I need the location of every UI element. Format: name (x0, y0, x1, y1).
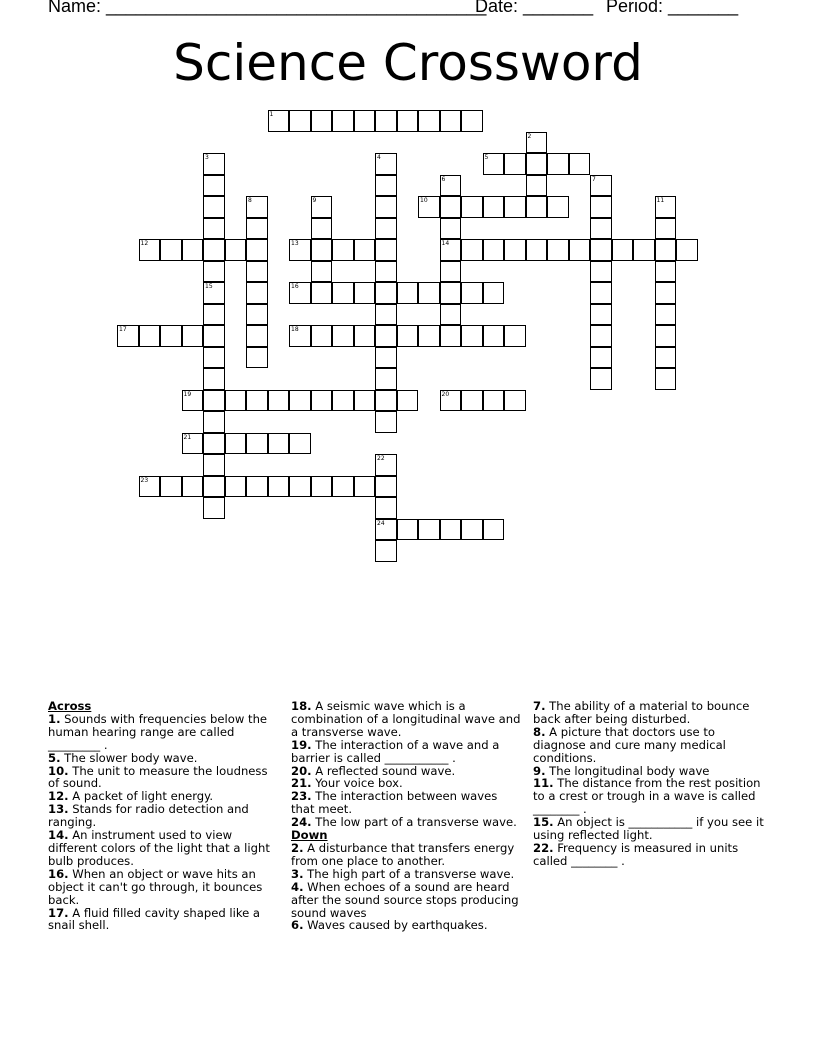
grid-cell[interactable] (203, 454, 225, 476)
clue-number: 20 (441, 390, 450, 398)
grid-cell[interactable] (526, 153, 548, 175)
grid-cell[interactable] (375, 110, 397, 132)
grid-cell[interactable] (655, 196, 677, 218)
clue-number: 21 (183, 433, 192, 441)
grid-cell[interactable] (375, 540, 397, 562)
clue-down-8: 8. A picture that doctors use to diagnose and cure many medical conditions. (533, 724, 726, 765)
clue-down-2: 2. A disturbance that transfers energy from one place to another. (291, 840, 515, 868)
grid-cell[interactable] (590, 261, 612, 283)
clues-column-2 (291, 700, 523, 932)
clue-across-13: 13. Stands for radio detection and ranging. (48, 802, 249, 830)
grid-cell[interactable] (461, 390, 483, 412)
clue-across-14: 14. An instrument used to view different colors of the light that a light bulb produces. (48, 828, 270, 868)
grid-cell[interactable] (504, 325, 526, 347)
grid-cell[interactable] (547, 153, 569, 175)
clue-across-10: 10. The unit to measure the loudness of sound. (48, 763, 268, 791)
grid-cell[interactable] (504, 153, 526, 175)
grid-cell[interactable] (289, 476, 311, 498)
grid-cell[interactable] (139, 325, 161, 347)
clues-column-1 (48, 700, 280, 932)
clue-number: 22 (377, 455, 385, 462)
grid-cell[interactable] (332, 282, 354, 304)
grid-cell[interactable] (311, 110, 333, 132)
grid-cell[interactable] (139, 476, 161, 498)
grid-cell[interactable] (182, 433, 204, 455)
grid-cell[interactable] (612, 239, 634, 261)
grid-cell[interactable] (289, 282, 311, 304)
clue-number: 18 (291, 326, 299, 333)
grid-cell[interactable] (246, 261, 268, 283)
clue-down-3: 3. The high part of a transverse wave. (291, 866, 515, 881)
grid-cell[interactable] (203, 153, 225, 175)
grid-cell[interactable] (461, 325, 483, 347)
grid-cell[interactable] (375, 196, 397, 218)
grid-cell[interactable] (655, 261, 677, 283)
grid-cell[interactable] (117, 325, 139, 347)
grid-cell[interactable] (203, 390, 225, 412)
date-field[interactable]: Date: _______ (475, 0, 594, 16)
grid-cell[interactable] (440, 519, 462, 541)
grid-cell[interactable] (311, 282, 333, 304)
clue-number: 15 (205, 283, 213, 290)
clue-across-23: 23. The interaction between waves that meet. (291, 789, 498, 817)
grid-cell[interactable] (375, 497, 397, 519)
clue-across-12: 12. A packet of light energy. (48, 789, 214, 804)
clue-number: 7 (592, 175, 596, 183)
grid-cell[interactable] (203, 239, 225, 261)
grid-cell[interactable] (160, 325, 182, 347)
grid-cell[interactable] (440, 325, 462, 347)
grid-cell[interactable] (590, 347, 612, 369)
grid-cell[interactable] (203, 368, 225, 390)
grid-cell[interactable] (332, 325, 354, 347)
clue-down-7: 7. The ability of a material to bounce back after being disturbed. (533, 699, 750, 726)
grid-cell[interactable] (182, 325, 204, 347)
grid-cell[interactable] (397, 110, 419, 132)
grid-cell[interactable] (225, 476, 247, 498)
grid-cell[interactable] (590, 196, 612, 218)
grid-cell[interactable] (311, 196, 333, 218)
clue-number: 1 (269, 111, 274, 118)
grid-cell[interactable] (354, 325, 376, 347)
clue-down-4: 4. When echoes of a sound are heard after the sound source stops producing sound waves (291, 879, 519, 920)
grid-cell[interactable] (483, 196, 505, 218)
grid-cell[interactable] (289, 110, 311, 132)
grid-cell[interactable] (203, 218, 225, 240)
grid-cell[interactable] (526, 132, 548, 154)
grid-cell[interactable] (397, 282, 419, 304)
grid-cell[interactable] (203, 261, 225, 283)
clue-across-1: 1. Sounds with frequencies below the human hearing range are called _________ . (48, 711, 268, 752)
clue-number: 3 (205, 154, 209, 161)
grid-cell[interactable] (332, 476, 354, 498)
grid-cell[interactable] (440, 304, 462, 326)
clue-number: 2 (527, 132, 532, 140)
grid-cell[interactable] (160, 239, 182, 261)
clue-number: 9 (312, 197, 317, 204)
grid-cell[interactable] (311, 218, 333, 240)
grid-cell[interactable] (289, 239, 311, 261)
period-field[interactable]: Period: _______ (606, 0, 739, 16)
grid-cell[interactable] (203, 476, 225, 498)
grid-cell[interactable] (354, 390, 376, 412)
grid-cell[interactable] (375, 282, 397, 304)
grid-cell[interactable] (354, 239, 376, 261)
grid-cell[interactable] (655, 304, 677, 326)
grid-cell[interactable] (289, 433, 311, 455)
clue-down-22: 22. Frequency is measured in units called ________ . (533, 840, 739, 868)
grid-cell[interactable] (504, 239, 526, 261)
clue-number: 11 (656, 197, 665, 204)
grid-cell[interactable] (311, 390, 333, 412)
grid-cell[interactable] (203, 175, 225, 197)
grid-cell[interactable] (547, 239, 569, 261)
grid-cell[interactable] (590, 325, 612, 347)
grid-cell[interactable] (375, 411, 397, 433)
grid-cell[interactable] (397, 390, 419, 412)
clue-number: 5 (484, 154, 489, 161)
grid-cell[interactable] (182, 390, 204, 412)
grid-cell[interactable] (268, 110, 290, 132)
clue-across-20: 20. A reflected sound wave. (291, 763, 456, 778)
grid-cell[interactable] (246, 304, 268, 326)
grid-cell[interactable] (483, 325, 505, 347)
grid-cell[interactable] (160, 476, 182, 498)
clue-number: 8 (248, 197, 252, 204)
grid-cell[interactable] (268, 390, 290, 412)
grid-cell[interactable] (418, 110, 440, 132)
clue-down-6: 6. Waves caused by earthquakes. (291, 918, 488, 933)
grid-cell[interactable] (375, 519, 397, 541)
grid-cell[interactable] (375, 454, 397, 476)
grid-cell[interactable] (246, 282, 268, 304)
clue-across-19: 19. The interaction of a wave and a barrier is called ___________ . (291, 737, 500, 765)
clue-number: 10 (420, 197, 428, 204)
clue-across-24: 24. The low part of a transverse wave. (291, 815, 517, 830)
grid-cell[interactable] (332, 390, 354, 412)
clue-across-16: 16. When an object or wave hits an object it can't go through, it bounces back. (48, 866, 263, 907)
grid-cell[interactable] (225, 239, 247, 261)
grid-cell[interactable] (547, 196, 569, 218)
grid-cell[interactable] (483, 390, 505, 412)
grid-cell[interactable] (246, 390, 268, 412)
grid-cell[interactable] (203, 304, 225, 326)
grid-cell[interactable] (375, 304, 397, 326)
grid-cell[interactable] (203, 433, 225, 455)
grid-cell[interactable] (418, 325, 440, 347)
grid-cell[interactable] (289, 325, 311, 347)
clue-down-11: 11. The distance from the rest position to a crest or trough in a wave is called ________ . (533, 776, 761, 817)
grid-cell[interactable] (246, 239, 268, 261)
grid-cell[interactable] (203, 196, 225, 218)
clues-column-3 (533, 700, 765, 868)
grid-cell[interactable] (375, 239, 397, 261)
grid-cell[interactable] (440, 175, 462, 197)
grid-cell[interactable] (461, 110, 483, 132)
down-heading: Down (291, 828, 328, 843)
grid-cell[interactable] (311, 476, 333, 498)
grid-cell[interactable] (375, 368, 397, 390)
grid-cell[interactable] (504, 390, 526, 412)
name-field[interactable]: Name: ______________________________________ (48, 0, 487, 16)
page-title: Science Crossword (173, 34, 643, 92)
grid-cell[interactable] (590, 368, 612, 390)
grid-cell[interactable] (203, 411, 225, 433)
clue-number: 6 (441, 175, 446, 183)
clue-number: 24 (377, 519, 385, 527)
clue-across-21: 21. Your voice box. (291, 776, 403, 791)
grid-cell[interactable] (569, 153, 591, 175)
grid-cell[interactable] (375, 325, 397, 347)
grid-cell[interactable] (268, 433, 290, 455)
grid-cell[interactable] (246, 218, 268, 240)
clue-number: 13 (291, 240, 299, 247)
grid-cell[interactable] (397, 325, 419, 347)
grid-cell[interactable] (440, 110, 462, 132)
grid-cell[interactable] (332, 110, 354, 132)
grid-cell[interactable] (418, 196, 440, 218)
clue-number: 4 (377, 154, 381, 161)
clue-across-17: 17. A fluid filled cavity shaped like a snail shell. (48, 905, 261, 933)
grid-cell[interactable] (440, 239, 462, 261)
clue-number: 19 (183, 390, 192, 398)
grid-cell[interactable] (375, 218, 397, 240)
grid-cell[interactable] (246, 347, 268, 369)
grid-cell[interactable] (440, 390, 462, 412)
grid-cell[interactable] (655, 368, 677, 390)
grid-cell[interactable] (375, 153, 397, 175)
grid-cell[interactable] (418, 519, 440, 541)
grid-cell[interactable] (504, 196, 526, 218)
grid-cell[interactable] (246, 325, 268, 347)
grid-cell[interactable] (225, 433, 247, 455)
grid-cell[interactable] (182, 239, 204, 261)
grid-cell[interactable] (246, 476, 268, 498)
grid-cell[interactable] (483, 282, 505, 304)
grid-cell[interactable] (440, 261, 462, 283)
grid-cell[interactable] (461, 196, 483, 218)
grid-cell[interactable] (590, 175, 612, 197)
grid-cell[interactable] (569, 239, 591, 261)
grid-cell[interactable] (375, 390, 397, 412)
clue-number: 17 (119, 326, 127, 333)
grid-cell[interactable] (418, 282, 440, 304)
grid-cell[interactable] (461, 519, 483, 541)
clue-number: 12 (140, 240, 149, 247)
grid-cell[interactable] (375, 175, 397, 197)
grid-cell[interactable] (203, 347, 225, 369)
grid-cell[interactable] (440, 282, 462, 304)
clue-number: 14 (441, 240, 450, 247)
grid-cell[interactable] (354, 282, 376, 304)
across-heading: Across (48, 699, 92, 713)
grid-cell[interactable] (483, 239, 505, 261)
grid-cell[interactable] (397, 519, 419, 541)
clue-down-9: 9. The longitudinal body wave (533, 763, 710, 778)
grid-cell[interactable] (526, 239, 548, 261)
grid-cell[interactable] (590, 239, 612, 261)
grid-cell[interactable] (483, 153, 505, 175)
clue-across-18: 18. A seismic wave which is a combination of a longitudinal wave and a transverse wave. (291, 699, 521, 739)
clue-across-5: 5. The slower body wave. (48, 750, 198, 765)
grid-cell[interactable] (676, 239, 698, 261)
grid-cell[interactable] (311, 239, 333, 261)
grid-cell[interactable] (483, 519, 505, 541)
grid-cell[interactable] (655, 282, 677, 304)
grid-cell[interactable] (311, 261, 333, 283)
grid-cell[interactable] (526, 196, 548, 218)
grid-cell[interactable] (461, 282, 483, 304)
grid-cell[interactable] (633, 239, 655, 261)
grid-cell[interactable] (655, 218, 677, 240)
grid-cell[interactable] (203, 282, 225, 304)
grid-cell[interactable] (182, 476, 204, 498)
grid-cell[interactable] (268, 476, 290, 498)
grid-cell[interactable] (203, 325, 225, 347)
grid-cell[interactable] (590, 218, 612, 240)
clue-number: 23 (140, 476, 149, 484)
grid-cell[interactable] (332, 239, 354, 261)
grid-cell[interactable] (440, 196, 462, 218)
clue-number: 16 (291, 283, 299, 290)
grid-cell[interactable] (354, 110, 376, 132)
grid-cell[interactable] (590, 282, 612, 304)
grid-cell[interactable] (203, 497, 225, 519)
grid-cell[interactable] (246, 196, 268, 218)
grid-cell[interactable] (225, 390, 247, 412)
grid-cell[interactable] (354, 476, 376, 498)
grid-cell[interactable] (526, 175, 548, 197)
grid-cell[interactable] (440, 218, 462, 240)
grid-cell[interactable] (461, 239, 483, 261)
grid-cell[interactable] (375, 261, 397, 283)
grid-cell[interactable] (655, 325, 677, 347)
grid-cell[interactable] (375, 347, 397, 369)
clue-down-15: 15. An object is ___________ if you see it using reflected light. (533, 815, 764, 843)
grid-cell[interactable] (590, 304, 612, 326)
grid-cell[interactable] (655, 239, 677, 261)
grid-cell[interactable] (289, 390, 311, 412)
grid-cell[interactable] (246, 433, 268, 455)
grid-cell[interactable] (375, 476, 397, 498)
grid-cell[interactable] (139, 239, 161, 261)
grid-cell[interactable] (655, 347, 677, 369)
grid-cell[interactable] (311, 325, 333, 347)
